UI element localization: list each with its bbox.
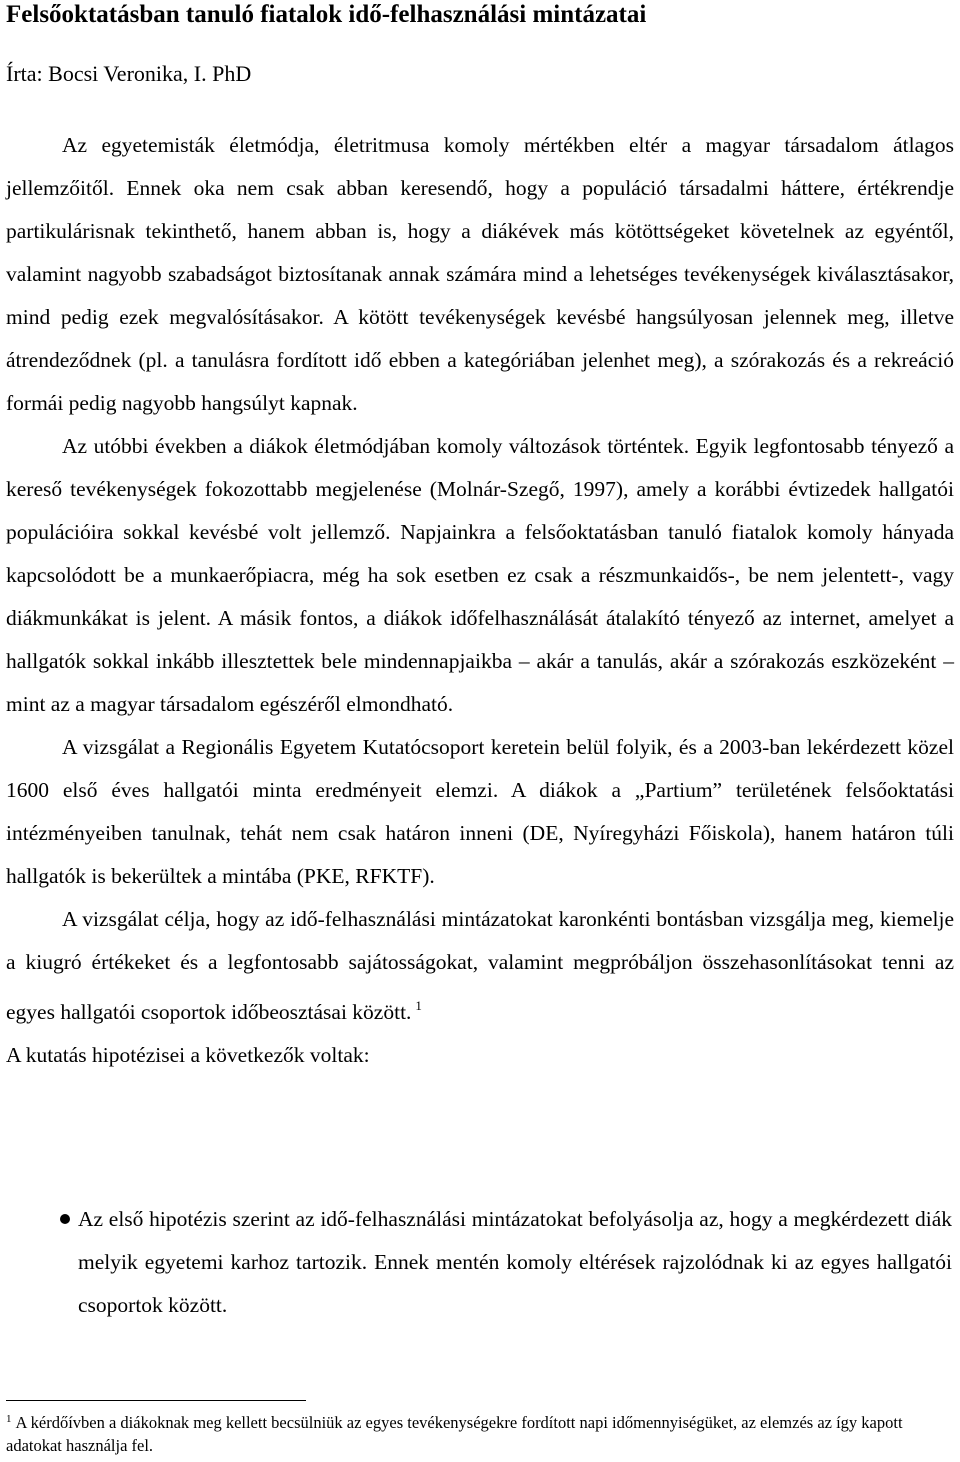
document-title: Felsőoktatásban tanuló fiatalok idő-felhasználási mintázatai [6,1,647,28]
paragraph-4-text: A vizsgálat célja, hogy az idő-felhasználási mintázatokat karonkénti bontásban vizsgálja meg, kiemelje a kiugró értékeket és a legfontosabb sajátosságokat, valamint megpróbáljon összehasonlításokat tenni az egyes hallgatói csoportok időbeosztásai között. [6,907,954,1024]
body-text [6,124,954,1077]
footnote [6,1408,946,1457]
paragraph-2: Az utóbbi években a diákok életmódjában komoly változások történtek. Egyik legfontosabb tényező a kereső tevékenységek fokozottabb megjelenése (Molnár-Szegő, 1997), amely a korábbi évtizedek hallgatói populációira sokkal kevésbé volt jellemző. Napjainkra a felsőoktatásban tanuló fiatalok komoly hányada kapcsolódott be a munkaerőpiacra, még ha sok esetben ez csak a részmunkaidős-, be nem jelentett-, vagy diákmunkákat is jelent. A másik fontos, a diákok időfelhasználását átalakító tényező az internet, amelyet a hallgatók sokkal inkább illesztettek bele mindennapjaikba – akár a tanulás, akár a szórakozás eszközeként – mint az a magyar társadalom egészéről elmondható. [6,434,954,716]
paragraph-4 [6,898,954,1034]
footnote-text: A kérdőívben a diákoknak meg kellett becsülniük az egyes tevékenységekre fordított napi időmennyiségüket, az elemzés az így kapott adatokat használja fel. [6,1413,903,1455]
paragraph-3: A vizsgálat a Regionális Egyetem Kutatócsoport keretein belül folyik, és a 2003-ban lekérdezett közel 1600 első éves hallgatói minta eredményeit elemzi. A diákok a „Partium” területének felsőoktatási intézményeiben tanulnak, tehát nem csak határon inneni (DE, Nyíregyházi Főiskola), hanem határon túli hallgatók is bekerültek a mintába (PKE, RFKTF). [6,735,954,888]
author-line: Írta: Bocsi Veronika, I. PhD [6,61,252,86]
footnote-number: 1 [6,1413,12,1425]
footnote-divider [6,1400,306,1401]
hypotheses-intro: A kutatás hipotézisei a következők voltak: [6,1043,370,1067]
bullet-icon [60,1214,70,1224]
footnote-reference[interactable]: 1 [415,998,422,1013]
paragraph-1: Az egyetemisták életmódja, életritmusa komoly mértékben eltér a magyar társadalom átlagos jellemzőitől. Ennek oka nem csak abban keresendő, hogy a populáció társadalmi háttere, értékrendje partikulárisnak tekinthető, hanem abban is, hogy a diákévek más kötöttségeket követelnek az egyéntől, valamint nagyobb szabadságot biztosítanak annak számára mind a lehetséges tevékenységek kiválasztásakor, mind pedig ezek megvalósításakor. A kötött tevékenységek kevésbé hangsúlyosan jelennek meg, illetve átrendeződnek (pl. a tanulásra fordított idő ebben a kategóriában jelenhet meg), a szórakozás és a rekreáció formái pedig nagyobb hangsúlyt kapnak. [6,133,954,415]
bullet-item-1: Az első hipotézis szerint az idő-felhasználási mintázatokat befolyásolja az, hogy a megkérdezett diák melyik egyetemi karhoz tartozik. Ennek mentén komoly eltérések rajzolódnak ki az egyes hallgatói csoportok között. [78,1207,952,1317]
